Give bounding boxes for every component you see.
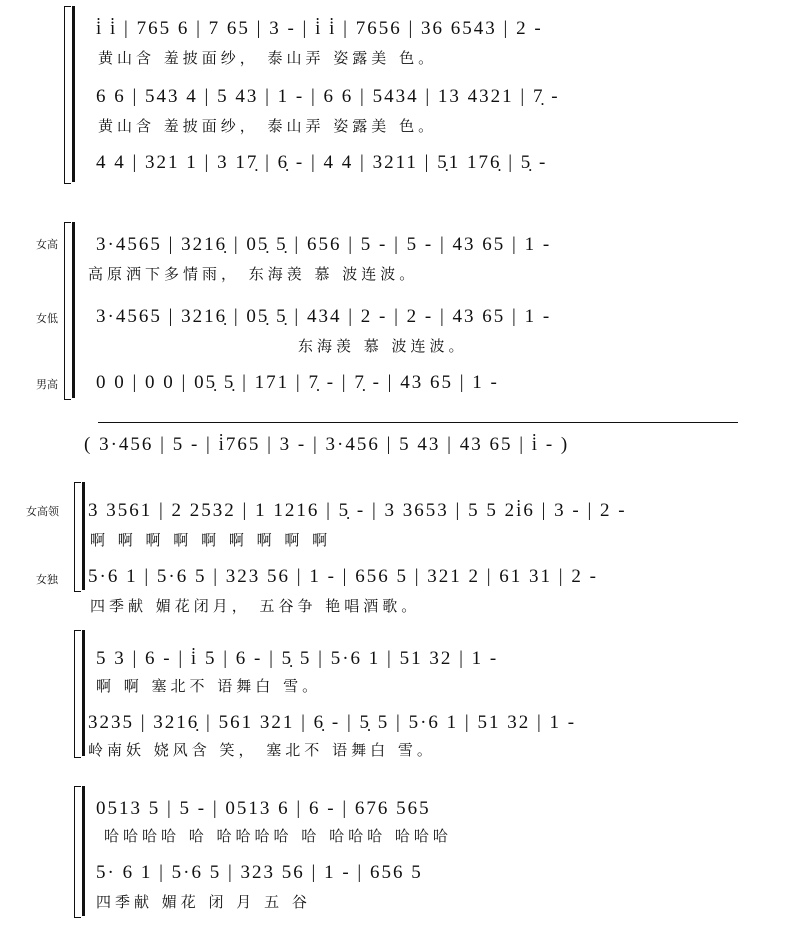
lyric-line: 东海羡 慕 波连波。 bbox=[298, 337, 468, 355]
melody-line: ( 3·456 | 5 - | i̇765 | 3 - | 3·456 | 5 43 | 43 65 | i̇ - ) bbox=[84, 434, 570, 455]
melody-line: 3·4565 | 3216̣ | 05̣ 5̣ | 656 | 5 - | 5 - | 43 65 | 1 - bbox=[96, 234, 552, 255]
lyric-line: 啊 啊 啊 啊 啊 啊 啊 啊 啊 bbox=[90, 531, 332, 549]
melody-line: 0513 5 | 5 - | 0513 6 | 6 - | 676 565 bbox=[96, 798, 431, 819]
lyric-line: 黄山含 羞披面纱， 泰山弄 姿露美 色。 bbox=[98, 49, 438, 67]
voice-label-soprano: 女高 bbox=[36, 238, 58, 251]
lyric-line: 啊 啊 塞北不 语舞白 雪。 bbox=[96, 677, 322, 695]
melody-line: 3 3561 | 2 2532 | 1 1216 | 5̣ - | 3 3653 | 5 5 2i̇6 | 3 - | 2 - bbox=[88, 500, 627, 521]
melody-line: 4 4 | 321 1 | 3 17̣ | 6̣ - | 4 4 | 3211 | 5̣1 176̣ | 5̣ - bbox=[96, 152, 548, 173]
lyric-line: 黄山含 羞披面纱， 泰山弄 姿露美 色。 bbox=[98, 117, 438, 135]
lyric-line: 四季献 媚花闭月， 五谷争 艳唱酒歌。 bbox=[90, 597, 421, 615]
lyric-line: 哈哈哈哈 哈 哈哈哈哈 哈 哈哈哈 哈哈哈 bbox=[104, 827, 452, 845]
voice-label-soprano-lead: 女高领 bbox=[26, 505, 59, 518]
melody-line: 0 0 | 0 0 | 05̣ 5̣ | 171 | 7̣ - | 7̣ - | 43 65 | 1 - bbox=[96, 372, 499, 393]
melody-line: 3235 | 3216̣ | 561 321 | 6̣ - | 5̣ 5 | 5·6 1 | 51 32 | 1 - bbox=[88, 712, 577, 733]
melody-line: 6 6 | 543 4 | 5 43 | 1 - | 6 6 | 5434 | 13 4321 | 7̣ - bbox=[96, 86, 560, 107]
voice-label-solo: 女独 bbox=[36, 573, 58, 586]
melody-line: 3·4565 | 3216̣ | 05̣ 5̣ | 434 | 2 - | 2 - | 43 65 | 1 - bbox=[96, 306, 552, 327]
melody-line: 5·6 1 | 5·6 5 | 323 56 | 1 - | 656 5 | 321 2 | 61 31 | 2 - bbox=[88, 566, 598, 587]
melody-line: i̇ i̇ | 765 6 | 7 65 | 3 - | i̇ i̇ | 7656 | 36 6543 | 2 - bbox=[96, 18, 543, 39]
melody-line: 5 3 | 6 - | i̇ 5 | 6 - | 5̣ 5 | 5·6 1 | 51 32 | 1 - bbox=[96, 648, 499, 669]
lyric-line: 四季献 媚花 闭 月 五 谷 bbox=[96, 893, 311, 911]
voice-label-tenor: 男高 bbox=[36, 378, 58, 391]
voice-label-alto: 女低 bbox=[36, 312, 58, 325]
lyric-line: 高原洒下多情雨， 东海羡 慕 波连波。 bbox=[88, 265, 419, 283]
melody-line: 5· 6 1 | 5·6 5 | 323 56 | 1 - | 656 5 bbox=[96, 862, 423, 883]
lyric-line: 岭南妖 娆风含 笑， 塞北不 语舞白 雪。 bbox=[88, 741, 436, 759]
